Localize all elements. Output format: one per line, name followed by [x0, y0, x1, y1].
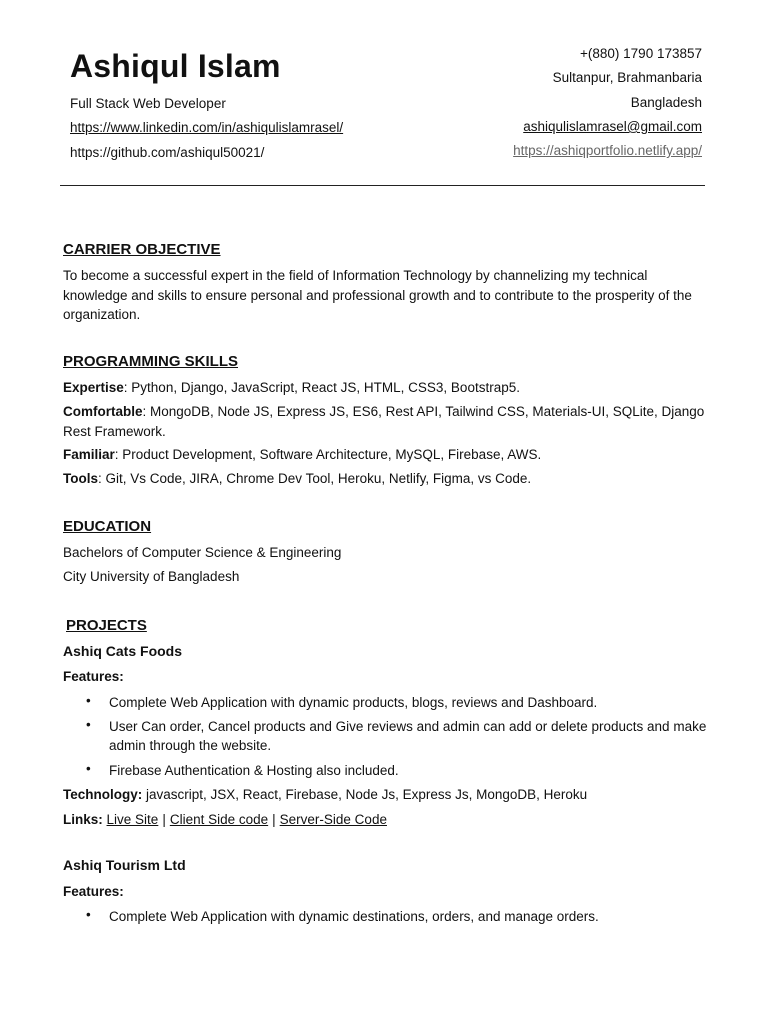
client-code-link[interactable]: Client Side code	[169, 812, 269, 827]
linkedin-link[interactable]: https://www.linkedin.com/in/ashiqulislamrasel/	[70, 120, 344, 135]
project-title: Ashiq Cats Foods	[63, 643, 183, 659]
feature-item: Complete Web Application with dynamic destinations, orders, and manage orders.	[109, 909, 599, 924]
feature-item: Firebase Authentication & Hosting also included.	[109, 763, 399, 778]
address-city: Sultanpur, Brahmanbaria	[552, 70, 702, 85]
objective-heading: CARRIER OBJECTIVE	[63, 241, 221, 258]
education-degree: Bachelors of Computer Science & Engineering	[63, 545, 342, 560]
email-link[interactable]: ashiqulislamrasel@gmail.com	[523, 119, 702, 134]
bullet-icon: •	[86, 693, 91, 708]
address-country: Bangladesh	[630, 95, 702, 110]
link-separator: |	[272, 812, 276, 827]
bullet-icon: •	[86, 907, 91, 922]
projects-heading: PROJECTS	[66, 617, 147, 634]
project-technology	[63, 785, 713, 805]
skill-label: Tools	[63, 471, 98, 486]
skill-familiar	[63, 445, 713, 465]
objective-text: To become a successful expert in the field of Information Technology by channelizing my technical knowledge and skills to ensure personal and professional growth and to contribute to the prosperity of the organization.	[63, 268, 692, 322]
skill-label: Comfortable	[63, 404, 143, 419]
technology-label: Technology:	[63, 787, 143, 802]
features-label: Features:	[63, 669, 124, 684]
education-heading: EDUCATION	[63, 518, 152, 535]
skill-expertise	[63, 378, 713, 398]
skill-comfortable	[63, 402, 713, 441]
github-link[interactable]: https://github.com/ashiqul50021/	[70, 145, 265, 160]
skill-label: Expertise	[63, 380, 124, 395]
project-links	[63, 810, 713, 830]
links-label: Links:	[63, 812, 103, 827]
bullet-icon: •	[86, 761, 91, 776]
link-separator: |	[162, 812, 166, 827]
technology-value: javascript, JSX, React, Firebase, Node Js, Express Js, MongoDB, Heroku	[142, 787, 588, 802]
skill-label: Familiar	[63, 447, 115, 462]
skill-value: : MongoDB, Node JS, Express JS, ES6, Rest API, Tailwind CSS, Materials-UI, SQLite, Django Rest Framework.	[63, 404, 705, 439]
skill-value: : Python, Django, JavaScript, React JS, HTML, CSS3, Bootstrap5.	[123, 380, 520, 395]
candidate-name: Ashiqul Islam	[70, 48, 281, 84]
job-title: Full Stack Web Developer	[70, 96, 226, 111]
phone-number: +(880) 1790 173857	[580, 46, 702, 61]
features-label: Features:	[63, 884, 124, 899]
header-divider	[60, 185, 705, 186]
portfolio-link[interactable]: https://ashiqportfolio.netlify.app/	[513, 143, 702, 158]
skill-tools	[63, 469, 713, 489]
skill-value: : Git, Vs Code, JIRA, Chrome Dev Tool, Heroku, Netlify, Figma, vs Code.	[98, 471, 532, 486]
bullet-icon: •	[86, 717, 91, 732]
education-school: City University of Bangladesh	[63, 569, 240, 584]
skill-value: : Product Development, Software Architecture, MySQL, Firebase, AWS.	[114, 447, 542, 462]
feature-item: User Can order, Cancel products and Give reviews and admin can add or delete products and make admin through the website.	[109, 719, 707, 753]
feature-item: Complete Web Application with dynamic products, blogs, reviews and Dashboard.	[109, 695, 598, 710]
skills-heading: PROGRAMMING SKILLS	[63, 353, 238, 370]
live-site-link[interactable]: Live Site	[106, 812, 159, 827]
project-title: Ashiq Tourism Ltd	[63, 857, 186, 873]
server-code-link[interactable]: Server-Side Code	[279, 812, 387, 827]
